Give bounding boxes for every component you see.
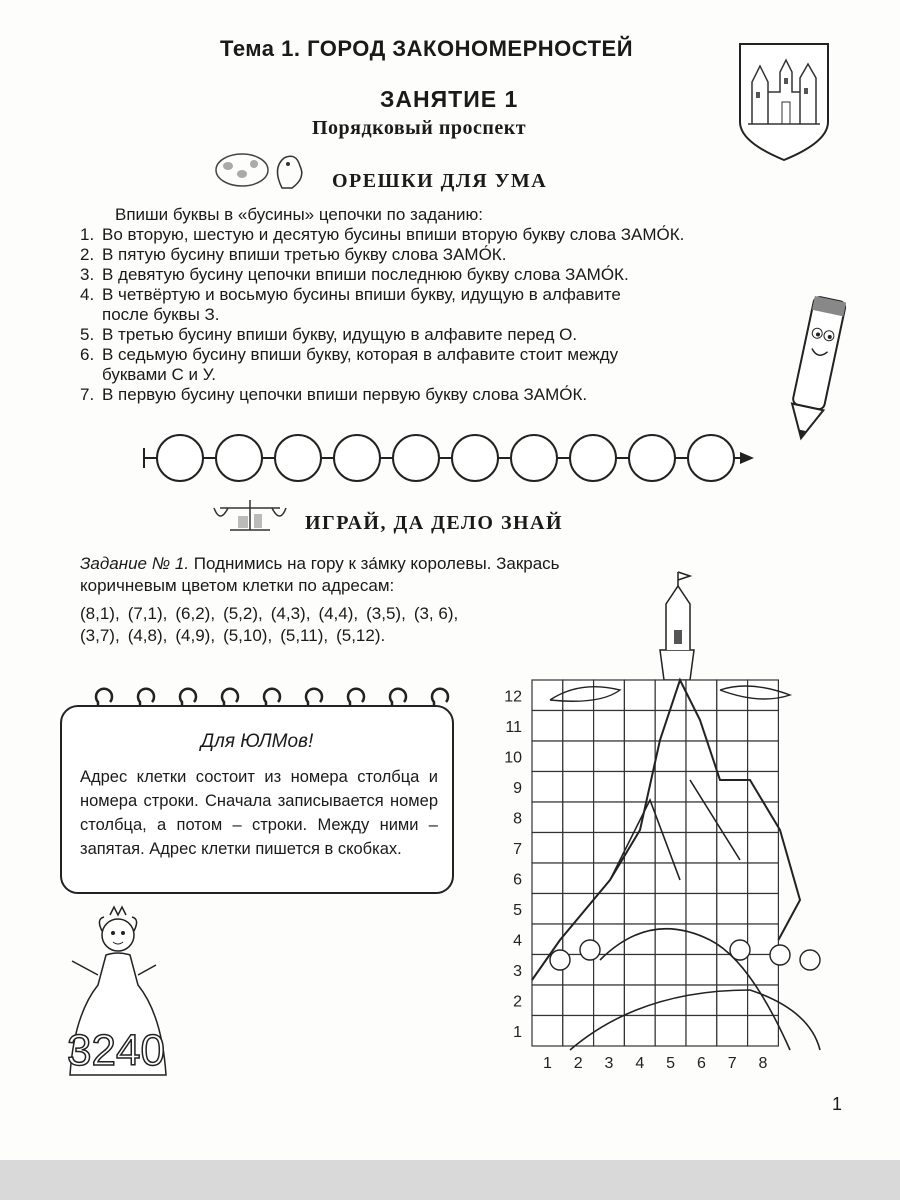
tree-icon [770, 945, 790, 965]
task-intro: Впиши буквы в «бусины» цепочки по заданию: [115, 205, 483, 224]
grid-cell[interactable] [717, 741, 748, 772]
grid-cell[interactable] [655, 741, 686, 772]
task-item [80, 265, 780, 285]
bead-2[interactable] [216, 435, 262, 481]
task-item [80, 385, 780, 405]
grid-cell[interactable] [594, 1016, 625, 1047]
grid-cell[interactable] [655, 772, 686, 803]
task-item [80, 285, 780, 325]
grid-cell[interactable] [594, 711, 625, 742]
grid-cell[interactable] [748, 863, 779, 894]
grid-cell[interactable] [717, 680, 748, 711]
tree-icon [730, 940, 750, 960]
grid-cell[interactable] [563, 680, 594, 711]
note-box [60, 705, 454, 894]
bead-8[interactable] [570, 435, 616, 481]
row-label: 6 [513, 871, 522, 889]
column-label: 3 [604, 1055, 614, 1072]
squirrel-nuts-icon [212, 148, 312, 190]
task-item [80, 325, 780, 345]
coordinate-item: (5,11), [280, 626, 329, 645]
castle-door [674, 630, 682, 644]
grid-cell[interactable] [594, 772, 625, 803]
task-text: В первую бусину цепочки впиши первую букву слова ЗАМО́К. [102, 385, 588, 404]
task-item [80, 345, 780, 385]
lesson-title: ЗАНЯТИЕ 1 [380, 86, 519, 112]
bead-1[interactable] [157, 435, 203, 481]
grid-cell[interactable] [624, 894, 655, 925]
coordinate-item: (4,3), [270, 604, 311, 623]
task-text: Во вторую, шестую и десятую бусины впиши вторую букву слова ЗАМО́К. [102, 225, 685, 244]
grid-cell[interactable] [717, 863, 748, 894]
grid-cell[interactable] [748, 1016, 779, 1047]
task-number: 7. [80, 385, 95, 404]
coordinate-item: (5,10), [223, 626, 273, 645]
bead-7[interactable] [511, 435, 557, 481]
scan-bottom-edge [0, 1160, 900, 1200]
task-text: В седьмую бусину впиши букву, которая в алфавите стоит между [102, 345, 619, 364]
page-number: 1 [832, 1094, 843, 1114]
grid-cell[interactable] [624, 985, 655, 1016]
task-number: 1. [80, 225, 95, 244]
grid-cell[interactable] [686, 680, 717, 711]
bead-chain [140, 430, 760, 480]
grid-cell[interactable] [624, 863, 655, 894]
grid-cell[interactable] [748, 833, 779, 864]
row-label: 4 [513, 932, 522, 950]
tree-icon [580, 940, 600, 960]
coordinate-list [80, 603, 480, 647]
lesson-subtitle: Порядковый проспект [312, 117, 527, 139]
grid-cell[interactable] [624, 1016, 655, 1047]
grid-cell[interactable] [717, 894, 748, 925]
row-label: 12 [504, 688, 522, 706]
note-title: Для ЮЛМов! [200, 731, 314, 752]
grid-cell[interactable] [686, 894, 717, 925]
grid-cell[interactable] [594, 985, 625, 1016]
task-list [80, 225, 780, 405]
grid-cell[interactable] [594, 741, 625, 772]
grid-cell[interactable] [594, 833, 625, 864]
grid-cell[interactable] [563, 833, 594, 864]
grid-cell[interactable] [563, 802, 594, 833]
row-label: 8 [513, 810, 522, 828]
grid-cell[interactable] [655, 1016, 686, 1047]
row-label: 9 [513, 779, 522, 797]
row-label: 7 [513, 840, 522, 858]
section-heading-nuts: ОРЕШКИ ДЛЯ УМА [332, 170, 548, 192]
grid-cell[interactable] [563, 863, 594, 894]
grid-cell[interactable] [563, 1016, 594, 1047]
grid-cell[interactable] [655, 955, 686, 986]
task-number: 6. [80, 345, 95, 364]
grid-cell[interactable] [655, 863, 686, 894]
grid-cell[interactable] [717, 802, 748, 833]
bead-6[interactable] [452, 435, 498, 481]
grid-cell[interactable] [717, 1016, 748, 1047]
grid-cell[interactable] [532, 741, 563, 772]
grid-cell[interactable] [624, 924, 655, 955]
row-label: 5 [513, 901, 522, 919]
column-label: 7 [727, 1055, 737, 1072]
coordinate-item: (4,8), [127, 626, 168, 645]
grid-cell[interactable] [532, 894, 563, 925]
grid-cell[interactable] [532, 985, 563, 1016]
grid-cell[interactable] [655, 985, 686, 1016]
castle-base [660, 650, 694, 680]
column-label: 5 [666, 1055, 676, 1072]
grid-cell[interactable] [655, 711, 686, 742]
grid-cell[interactable] [717, 711, 748, 742]
grid-cell[interactable] [563, 741, 594, 772]
section-heading-play: ИГРАЙ, ДА ДЕЛО ЗНАЙ [305, 512, 564, 534]
grid-cell[interactable] [563, 772, 594, 803]
bead-3[interactable] [275, 435, 321, 481]
grid-cell[interactable] [748, 894, 779, 925]
pencil-character-icon [782, 288, 852, 448]
task-text-continued: после буквы З. [102, 305, 220, 324]
task-text: В девятую бусину цепочки впиши последнюю букву слова ЗАМО́К. [102, 265, 629, 284]
row-label: 3 [513, 962, 522, 980]
coordinate-item: (7,1), [127, 604, 168, 623]
grid-cell[interactable] [594, 863, 625, 894]
coordinate-item: (4,9), [175, 626, 216, 645]
coordinate-item: (3,5), [366, 604, 406, 623]
bead-5[interactable] [393, 435, 439, 481]
grid-cell[interactable] [686, 802, 717, 833]
grid-cell[interactable] [624, 741, 655, 772]
grid-cell[interactable] [532, 711, 563, 742]
castle-emblem-icon [738, 42, 830, 162]
column-label: 6 [696, 1055, 706, 1072]
grid-cell[interactable] [717, 772, 748, 803]
coordinate-item: (4,4), [318, 604, 359, 623]
scales-decoration-icon [210, 496, 290, 536]
task-number: 2. [80, 245, 95, 264]
column-label: 1 [542, 1055, 552, 1072]
column-label: 8 [758, 1055, 768, 1072]
grid-cell[interactable] [594, 894, 625, 925]
grid-cell[interactable] [748, 741, 779, 772]
grid-cell[interactable] [532, 772, 563, 803]
grid-cell[interactable] [686, 833, 717, 864]
bead-9[interactable] [629, 435, 675, 481]
coordinate-grid [490, 580, 850, 1080]
grid-cell[interactable] [624, 680, 655, 711]
tree-icon [550, 950, 570, 970]
grid-cell[interactable] [532, 802, 563, 833]
grid-cell[interactable] [655, 894, 686, 925]
queen-number-skirt [58, 905, 178, 1090]
chain-arrow-icon [740, 452, 754, 464]
task-item [80, 245, 780, 265]
column-label: 2 [573, 1055, 583, 1072]
tree-icon [800, 950, 820, 970]
grid-cell[interactable] [686, 863, 717, 894]
grid-cell[interactable] [748, 772, 779, 803]
task-item [80, 225, 780, 245]
row-label: 2 [513, 993, 522, 1011]
grid-cell[interactable] [532, 863, 563, 894]
task-text-continued: буквами С и У. [102, 365, 216, 384]
bead-10[interactable] [688, 435, 734, 481]
grid-cell[interactable] [624, 955, 655, 986]
grid-cell[interactable] [655, 833, 686, 864]
task-text: В пятую бусину впиши третью букву слова ЗАМО́К. [102, 245, 507, 264]
grid-cell[interactable] [748, 802, 779, 833]
grid-cell[interactable] [532, 833, 563, 864]
column-label: 4 [635, 1055, 645, 1072]
task-number: 3. [80, 265, 95, 284]
grid-cell[interactable] [594, 955, 625, 986]
row-label: 11 [505, 718, 522, 736]
castle-flag-icon [678, 572, 690, 586]
task-1-label: Задание № 1. [80, 554, 190, 573]
coordinate-item: (8,1), [80, 604, 120, 623]
grid-cell[interactable] [563, 985, 594, 1016]
grid-cell[interactable] [624, 711, 655, 742]
coordinate-item: (3,7), [80, 626, 120, 645]
task-1-body: Поднимись на гору к за́мку королевы. Закрась коричневым цветом клетки по адресам: [80, 554, 560, 595]
coordinate-item: (6,2), [175, 604, 216, 623]
grid-cell[interactable] [532, 1016, 563, 1047]
grid-cell[interactable] [686, 1016, 717, 1047]
coordinate-item: (3, 6), [413, 604, 459, 623]
grid-cell[interactable] [594, 802, 625, 833]
bead-4[interactable] [334, 435, 380, 481]
grid-cell[interactable] [748, 711, 779, 742]
row-label: 10 [504, 749, 522, 767]
task-text: В четвёртую и восьмую бусины впиши букву, идущую в алфавите [102, 285, 621, 304]
coordinate-item: (5,12). [336, 626, 386, 645]
queen-skirt-number: 3240 [67, 1026, 165, 1075]
grid-cell[interactable] [686, 985, 717, 1016]
grid-cell[interactable] [686, 924, 717, 955]
task-text: В третью бусину впиши букву, идущую в алфавите перед О. [102, 325, 578, 344]
coordinate-item: (5,2), [223, 604, 263, 623]
task-number: 4. [80, 285, 95, 304]
grid-cell[interactable] [748, 680, 779, 711]
note-text: Адрес клетки состоит из номера столбца и номера строки. Сначала записывается номер столбца, а потом – строки. Между ними – запятая. Адрес клетки пишется в скобках. [80, 768, 438, 858]
grid-cell[interactable] [563, 711, 594, 742]
theme-title: Тема 1. ГОРОД ЗАКОНОМЕРНОСТЕЙ [220, 36, 634, 61]
task-number: 5. [80, 325, 95, 344]
row-label: 1 [513, 1023, 522, 1041]
grid-cell[interactable] [686, 955, 717, 986]
